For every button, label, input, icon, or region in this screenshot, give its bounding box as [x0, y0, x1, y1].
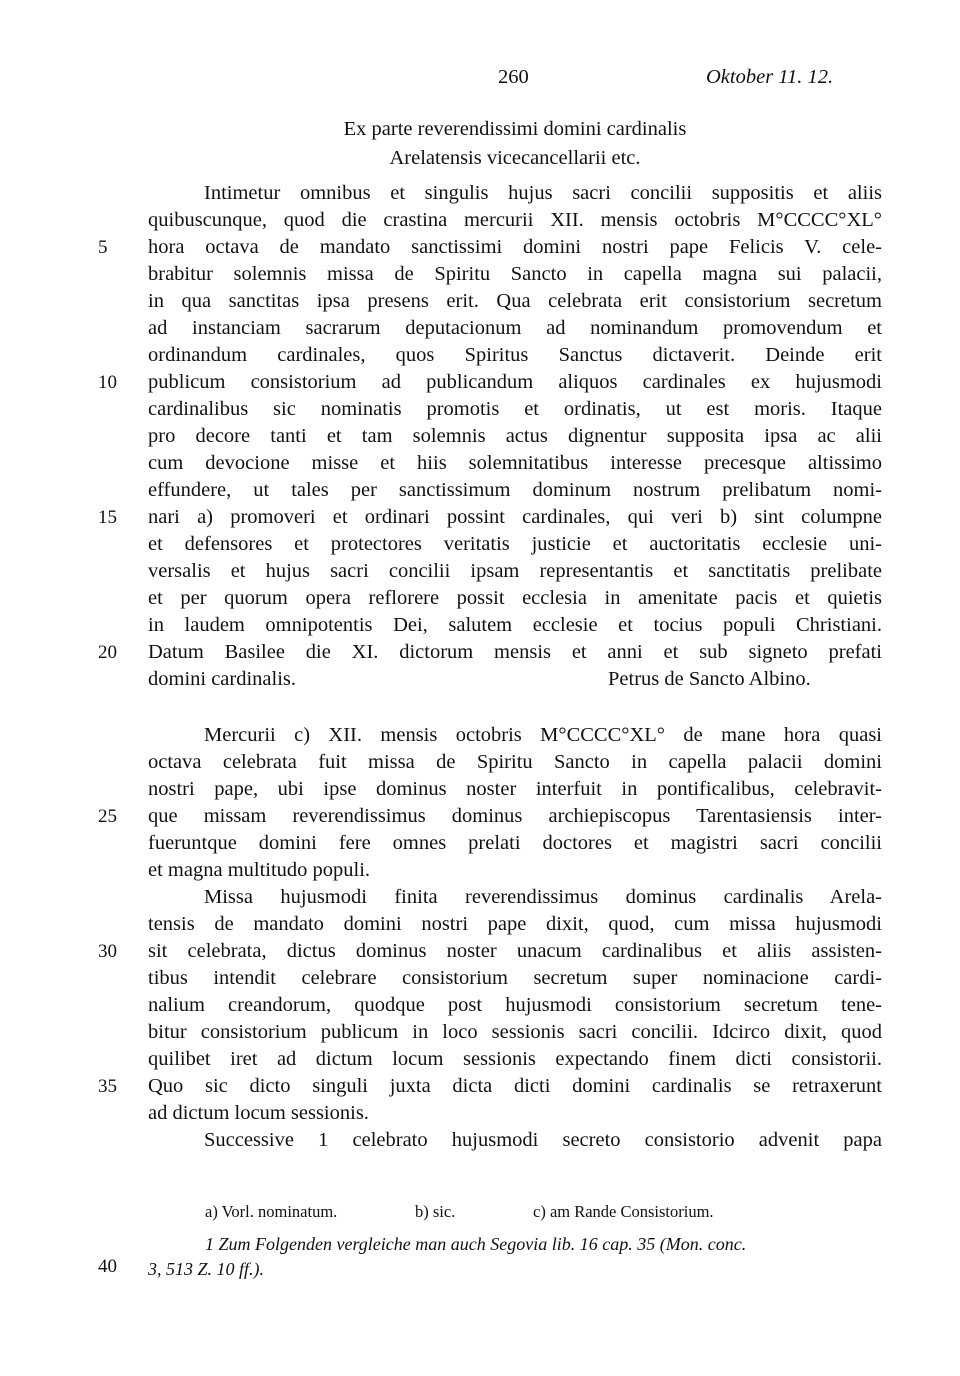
body-line: [148, 396, 882, 423]
body-line-text: et defensores et protectores veritatis justicie et auctoritatis ecclesie uni-: [148, 533, 882, 555]
page-number: 260: [498, 66, 529, 88]
body-line: [148, 749, 882, 776]
body-line: [148, 423, 882, 450]
body-line-text: Successive 1 celebrato hujusmodi secreto consistorio advenit papa: [204, 1129, 882, 1151]
body-line-text: cum devocione misse et hiis solemnitatibus interesse precesque altissimo: [148, 452, 882, 474]
body-line: [148, 1127, 882, 1154]
footnote-b: b) sic.: [415, 1202, 456, 1221]
signature: Petrus de Sancto Albino.: [608, 668, 811, 690]
body-line-text: nalium creandorum, quodque post hujusmodi consistorium secretum tene-: [148, 994, 882, 1016]
body-line-text: pro decore tanti et tam solemnis actus dignentur supposita ipsa ac alii: [148, 425, 882, 447]
line-number: 35: [98, 1076, 117, 1097]
body-line: [148, 145, 882, 172]
body-line-text: domini cardinalis.: [148, 668, 297, 690]
body-line: [148, 992, 882, 1019]
body-line-text: Mercurii c) XII. mensis octobris M°CCCC°XL° de mane hora quasi: [204, 724, 882, 746]
body-line: [148, 116, 882, 143]
body-line-text: cardinalibus sic nominatis promotis et ordinatis, ut est moris. Itaque: [148, 398, 882, 420]
body-line: [148, 857, 882, 884]
body-line-text: nari a) promoveri et ordinari possint cardinales, qui veri b) sint columpne: [148, 506, 882, 528]
body-line: [148, 911, 882, 938]
body-line-text: Intimetur omnibus et singulis hujus sacri concilii suppositis et aliis: [204, 182, 882, 204]
body-line-text: Missa hujusmodi finita reverendissimus dominus cardinalis Arela-: [204, 886, 882, 908]
body-line-text: tibus intendit celebrare consistorium secretum super nominacione cardi-: [148, 967, 882, 989]
footnote-1-line-1: 1 Zum Folgenden vergleiche man auch Segovia lib. 16 cap. 35 (Mon. conc.: [205, 1234, 747, 1254]
body-line: [148, 666, 882, 693]
body-line-text: tensis de mandato domini nostri pape dixit, quod, cum missa hujusmodi: [148, 913, 882, 935]
body-line-text: hora octava de mandato sanctissimi domini nostri pape Felicis V. cele-: [148, 236, 882, 258]
body-line-text: que missam reverendissimus dominus archiepiscopus Tarentasiensis inter-: [148, 805, 882, 827]
body-line-text: quilibet iret ad dictum locum sessionis expectando finem dicti consistorii.: [148, 1048, 882, 1070]
body-line-text: octava celebrata fuit missa de Spiritu Sancto in capella palacii domini: [148, 751, 882, 773]
body-line-text: in qua sanctitas ipsa presens erit. Qua celebrata erit consistorium secretum: [148, 290, 882, 312]
body-line-text: bitur consistorium publicum in loco sessionis sacri concilii. Idcirco dixit, quod: [148, 1021, 882, 1043]
body-line: [148, 803, 882, 830]
running-head: Oktober 11. 12.: [706, 66, 834, 88]
body-line: [148, 965, 882, 992]
body-line: [148, 207, 882, 234]
body-line: [148, 450, 882, 477]
body-line-text: ad dictum locum sessionis.: [148, 1102, 369, 1124]
body-line-text: Arelatensis vicecancellarii etc.: [389, 147, 641, 169]
body-line: [148, 612, 882, 639]
body-line: [148, 830, 882, 857]
body-line: [148, 776, 882, 803]
body-line-text: et magna multitudo populi.: [148, 859, 371, 881]
footnote-1-line-2: 3, 513 Z. 10 ff.).: [148, 1259, 265, 1279]
body-line: [148, 1073, 882, 1100]
body-line: [148, 477, 882, 504]
body-line: [148, 585, 882, 612]
body-line: [148, 1100, 882, 1127]
body-line-text: et per quorum opera reflorere possit ecclesia in amenitate pacis et quietis: [148, 587, 882, 609]
body-line: [148, 504, 882, 531]
body-line-text: Ex parte reverendissimi domini cardinalis: [343, 118, 687, 140]
line-number: 5: [98, 237, 108, 258]
body-line: [148, 369, 882, 396]
body-line: [148, 234, 882, 261]
body-line-text: quibuscunque, quod die crastina mercurii XII. mensis octobris M°CCCC°XL°: [148, 209, 882, 231]
body-line: [148, 288, 882, 315]
body-line-text: versalis et hujus sacri concilii ipsam representantis et sanctitatis prelibate: [148, 560, 882, 582]
body-line: [148, 558, 882, 585]
body-line: [148, 261, 882, 288]
body-line: [148, 1019, 882, 1046]
body-line-text: Quo sic dicto singuli juxta dicta dicti domini cardinalis se retraxerunt: [148, 1075, 882, 1097]
body-line-text: nostri pape, ubi ipse dominus noster interfuit in pontificalibus, celebravit-: [148, 778, 882, 800]
body-line: [148, 722, 882, 749]
body-line: [148, 639, 882, 666]
body-line-text: in laudem omnipotentis Dei, salutem ecclesie et tocius populi Christiani.: [148, 614, 882, 636]
footnote-c: c) am Rande Consistorium.: [533, 1202, 714, 1221]
body-line-text: brabitur solemnis missa de Spiritu Sancto in capella magna sui palacii,: [148, 263, 882, 285]
body-line: [148, 1046, 882, 1073]
body-line: [148, 938, 882, 965]
body-line: [148, 180, 882, 207]
body-line-text: effundere, ut tales per sanctissimum dominum nostrum prelibatum nomi-: [148, 479, 882, 501]
line-number: 15: [98, 507, 117, 528]
line-number: 30: [98, 941, 117, 962]
footnote-a: a) Vorl. nominatum.: [205, 1202, 338, 1221]
body-line: [148, 342, 882, 369]
line-number: 10: [98, 372, 117, 393]
body-line: [148, 315, 882, 342]
body-line-text: sit celebrata, dictus dominus noster unacum cardinalibus et aliis assisten-: [148, 940, 882, 962]
line-number: 25: [98, 806, 117, 827]
body-line-text: fueruntque domini fere omnes prelati doctores et magistri sacri concilii: [148, 832, 882, 854]
body-line-text: ordinandum cardinales, quos Spiritus Sanctus dictaverit. Deinde erit: [148, 344, 882, 366]
body-line: [148, 884, 882, 911]
body-line-text: ad instanciam sacrarum deputacionum ad nominandum promovendum et: [148, 317, 882, 339]
body-line: [148, 531, 882, 558]
body-line-text: Datum Basilee die XI. dictorum mensis et anni et sub signeto prefati: [148, 641, 882, 663]
line-number-40: 40: [98, 1256, 117, 1277]
body-line-text: publicum consistorium ad publicandum aliquos cardinales ex hujusmodi: [148, 371, 882, 393]
line-number: 20: [98, 642, 117, 663]
